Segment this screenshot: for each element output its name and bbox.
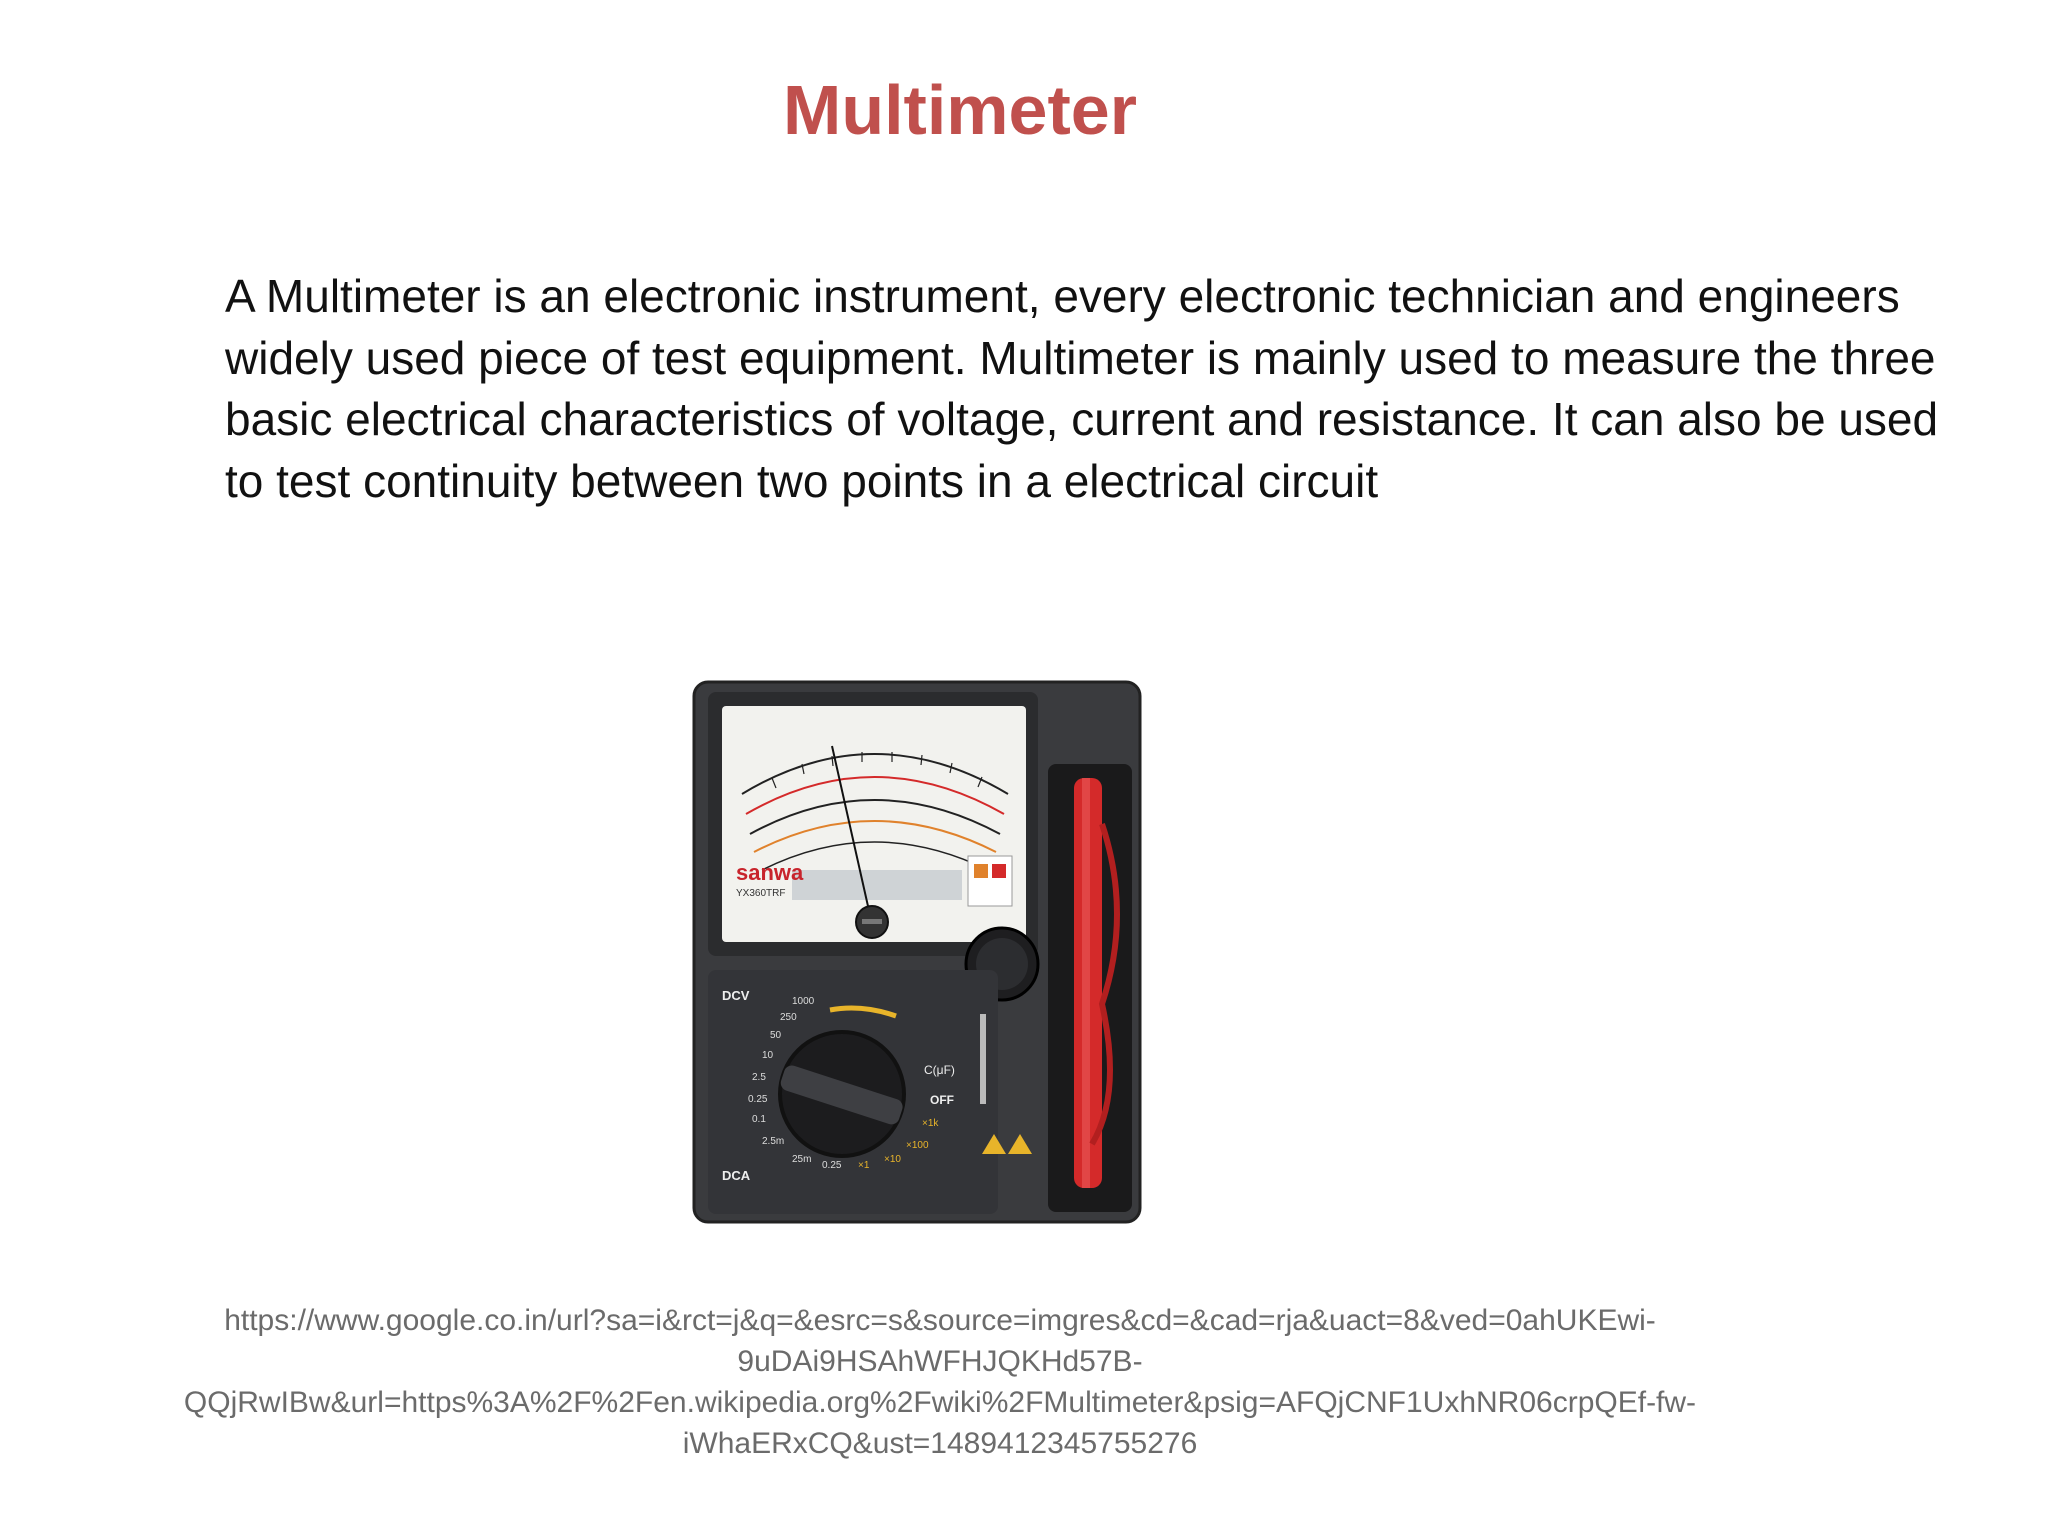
image-source-url	[140, 1300, 1740, 1464]
model-label: YX360TRF	[736, 888, 786, 899]
ohm-range-x1k: ×1k	[922, 1118, 939, 1129]
probe-jack	[980, 1014, 986, 1104]
dcv-range-0-25: 0.25	[748, 1094, 768, 1105]
warning-panel	[968, 856, 1012, 906]
mirror-strip	[792, 870, 962, 900]
dcv-range-50: 50	[770, 1030, 782, 1041]
image-source-line: QQjRwIBw&url=https%3A%2F%2Fen.wikipedia.org%2Fwiki%2FMultimeter&psig=AFQjCNF1UxhNR06crpQEf-fw-	[183, 1386, 1697, 1419]
dcv-range-1000: 1000	[792, 996, 815, 1007]
dcv-range-250: 250	[780, 1012, 797, 1023]
slide-paragraph: A Multimeter is an electronic instrument, every electronic technician and engineers widely used piece of test equipment. Multimeter is mainly used to measure the three basic electrical characteristics of voltage, current and resistance. It can also be used to test continuity between two points in a electrical circuit	[225, 270, 1939, 507]
dcv-label: DCV	[722, 988, 750, 1003]
dca-label: DCA	[722, 1168, 751, 1183]
dca-range-0-25: 0.25	[822, 1160, 842, 1171]
dca-range-25m: 25m	[792, 1154, 812, 1165]
off-label: OFF	[930, 1093, 954, 1107]
image-source-line: https://www.google.co.in/url?sa=i&rct=j&q=&esrc=s&source=imgres&cd=&cad=rja&uact=8&ved=0ahUKEwi-	[224, 1304, 1656, 1337]
dcv-range-2-5: 2.5	[752, 1072, 766, 1083]
slide-title: Multimeter	[783, 71, 1137, 149]
cap-label: C(μF)	[924, 1063, 955, 1077]
image-source-line: iWhaERxCQ&ust=1489412345755276	[682, 1427, 1198, 1460]
ohm-range-x100: ×100	[906, 1140, 929, 1151]
ohm-range-x10: ×10	[884, 1154, 901, 1165]
ohm-range-x1: ×1	[858, 1160, 870, 1171]
multimeter-illustration	[682, 674, 1152, 1234]
dca-range-2-5m: 2.5m	[762, 1136, 785, 1147]
dcv-range-0-1: 0.1	[752, 1114, 766, 1125]
brand-label: sanwa	[736, 860, 804, 885]
multimeter-photo	[682, 674, 1152, 1234]
dcv-range-10: 10	[762, 1050, 774, 1061]
image-source-line: 9uDAi9HSAhWFHJQKHd57B-	[737, 1345, 1143, 1378]
